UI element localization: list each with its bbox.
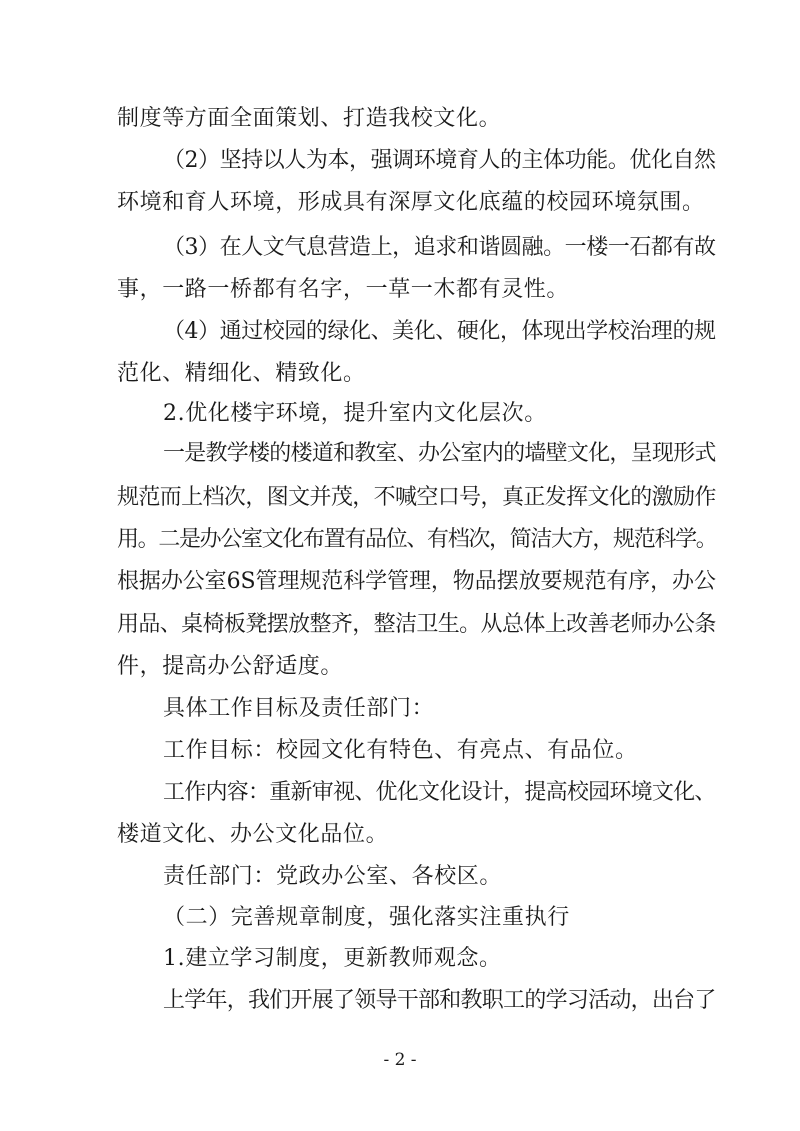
text-line: 规范而上档次，图文并茂，不喊空口号，真正发挥文化的激励作 <box>117 485 716 510</box>
text-line: 具体工作目标及责任部门： <box>163 696 435 721</box>
text-line: 上学年，我们开展了领导干部和教职工的学习活动，出台了 <box>163 988 716 1013</box>
text-line: （2）坚持以人为本，强调环境育人的主体功能。优化自然 <box>163 148 716 173</box>
text-line: 根据办公室6S管理规范科学管理，物品摆放要规范有序，办公 <box>117 569 716 594</box>
text-line: 用品、桌椅板凳摆放整齐，整洁卫生。从总体上改善老师办公条 <box>117 612 716 637</box>
text-line: 一是教学楼的楼道和教室、办公室内的墙壁文化，呈现形式 <box>163 441 716 466</box>
text-line: 工作目标：校园文化有特色、有亮点、有品位。 <box>163 738 638 763</box>
text-line: 制度等方面全面策划、打造我校文化。 <box>117 106 502 131</box>
text-line: 2.优化楼宇环境，提升室内文化层次。 <box>163 401 547 426</box>
text-line: 环境和育人环境，形成具有深厚文化底蕴的校园环境氛围。 <box>117 190 705 215</box>
text-line: 楼道文化、办公文化品位。 <box>117 822 389 847</box>
text-line: 用。二是办公室文化布置有品位、有档次，简洁大方，规范科学。 <box>117 527 717 552</box>
text-line: 责任部门：党政办公室、各校区。 <box>163 864 503 889</box>
text-line: 范化、精细化、精致化。 <box>117 361 366 386</box>
text-line: 1.建立学习制度，更新教师观念。 <box>163 946 502 971</box>
text-line: 事，一路一桥都有名字，一草一木都有灵性。 <box>117 277 570 302</box>
text-line: 件，提高办公舒适度。 <box>117 654 344 679</box>
text-line: （二）完善规章制度，强化落实注重执行 <box>163 905 570 930</box>
text-line: 工作内容：重新审视、优化文化设计，提高校园环境文化、 <box>163 780 716 805</box>
text-line: （4）通过校园的绿化、美化、硬化，体现出学校治理的规 <box>163 319 716 344</box>
text-line: （3）在人文气息营造上，追求和谐圆融。一楼一石都有故 <box>163 235 716 260</box>
page-number: - 2 - <box>383 1050 417 1070</box>
